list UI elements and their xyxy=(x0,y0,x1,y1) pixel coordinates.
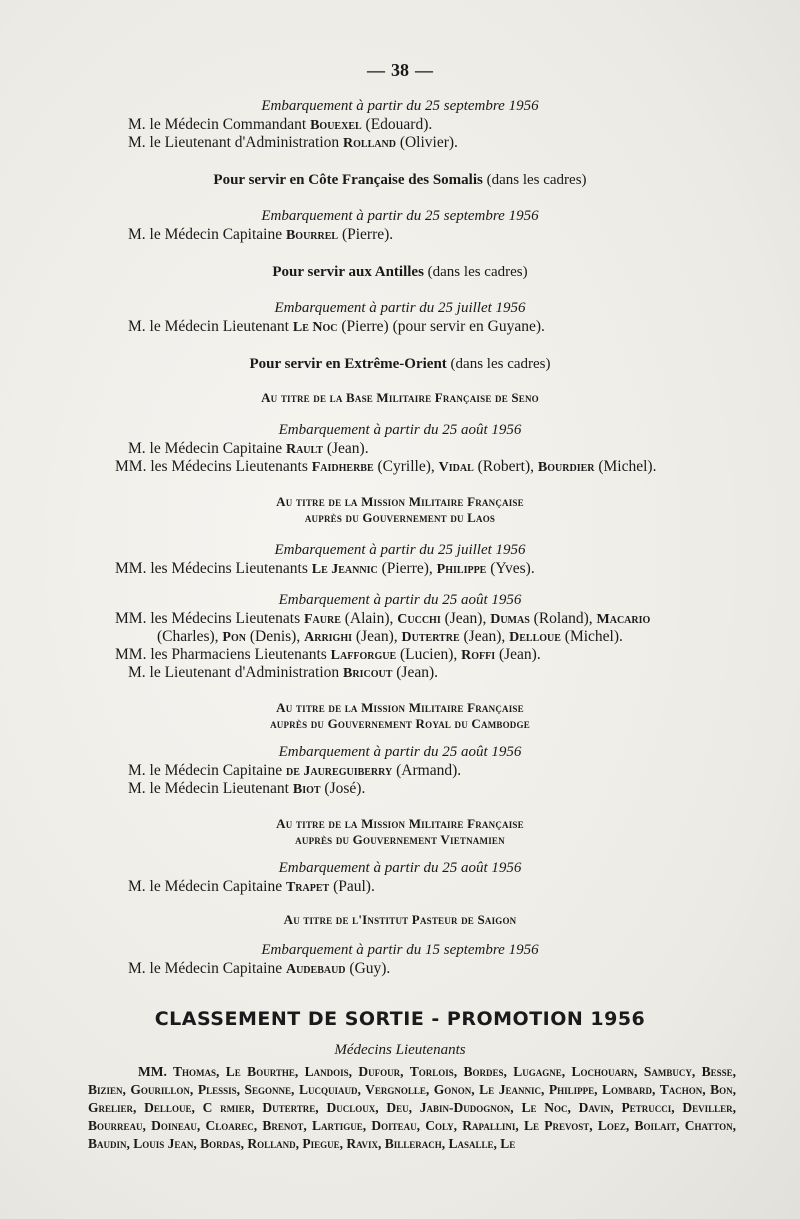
subsection-heading: Au titre de la Mission Militaire Française xyxy=(276,700,524,715)
entry-line: M. le Médecin Capitaine Trapet (Paul). xyxy=(128,878,375,895)
entry-line: MM. les Médecins Lieutenats Faure (Alain), Cucchi (Jean), Dumas (Roland), Macario xyxy=(115,610,651,627)
classement-subtitle: Médecins Lieutenants xyxy=(334,1042,466,1058)
embarkation-date: Embarquement à partir du 25 août 1956 xyxy=(278,422,522,438)
entry-line: MM. les Médecins Lieutenants Le Jeannic (Pierre), Philippe (Yves). xyxy=(115,560,535,577)
entry-line: (Charles), Pon (Denis), Arrighi (Jean), Dutertre (Jean), Delloue (Michel). xyxy=(157,628,623,645)
entry-line: M. le Médecin Capitaine de Jaureguiberry (Armand). xyxy=(128,762,462,779)
entry-line: M. le Médecin Commandant Bouexel (Edouard). xyxy=(128,116,433,133)
section-heading-somalis: Pour servir en Côte Française des Somalis (dans les cadres) xyxy=(213,172,587,188)
subsection-heading: Au titre de l'Institut Pasteur de Saigon xyxy=(283,912,517,927)
embarkation-date: Embarquement à partir du 25 juillet 1956 xyxy=(274,300,526,316)
subsection-heading: auprès du Gouvernement Vietnamien xyxy=(295,832,505,847)
entry-line: M. le Médecin Lieutenant Le Noc (Pierre) (pour servir en Guyane). xyxy=(128,318,545,335)
section-heading-extreme-orient: Pour servir en Extrême-Orient (dans les cadres) xyxy=(249,356,551,372)
entry-line: M. le Médecin Capitaine Bourrel (Pierre). xyxy=(128,226,394,243)
classement-list: MM. Thomas, Le Bourthe, Landois, Dufour, Torlois, Bordes, Lugagne, Lochouarn, Sambucy, Besse, Bizien, Gourillon, Plessis, Segonne, Lucquiaud, Vergnolle, Gonon, Le Jeannic, Philippe, Lombard, Tachon, Bon, Grelier, Delloue, C rmier, Dutertre, Ducloux, Deu, Jabin-Dudognon, Le Noc, Davin, Petrucci, Deviller, Bourreau, Doineau, Cloarec, Brenot, Lartigue, Doiteau, Coly, Rapallini, Le Prevost, Loez, Boilait, Chatton, Baudin, Louis Jean, Bordas, Rolland, Piegue, Ravix, Billerach, Lasalle, Le xyxy=(88,1064,736,1151)
embarkation-date: Embarquement à partir du 25 septembre 1956 xyxy=(261,98,539,114)
embarkation-date: Embarquement à partir du 25 août 1956 xyxy=(278,592,522,608)
section-heading-antilles: Pour servir aux Antilles (dans les cadres) xyxy=(272,264,528,280)
subsection-heading: Au titre de la Mission Militaire Française xyxy=(276,816,524,831)
embarkation-date: Embarquement à partir du 15 septembre 1956 xyxy=(261,942,539,958)
document-content xyxy=(0,96,800,1153)
subsection-heading: auprès du Gouvernement Royal du Cambodge xyxy=(270,716,530,731)
entry-line: M. le Médecin Capitaine Rault (Jean). xyxy=(128,440,369,457)
entry-line: MM. les Pharmaciens Lieutenants Lafforgue (Lucien), Roffi (Jean). xyxy=(115,646,541,663)
subsection-heading: auprès du Gouvernement du Laos xyxy=(304,510,496,525)
embarkation-date: Embarquement à partir du 25 août 1956 xyxy=(278,744,522,760)
embarkation-date: Embarquement à partir du 25 juillet 1956 xyxy=(274,542,526,558)
page-number: — 38 — xyxy=(367,60,433,80)
embarkation-date: Embarquement à partir du 25 septembre 1956 xyxy=(261,208,539,224)
embarkation-date: Embarquement à partir du 25 août 1956 xyxy=(278,860,522,876)
classement-title: CLASSEMENT DE SORTIE - PROMOTION 1956 xyxy=(154,1008,646,1030)
entry-line: M. le Lieutenant d'Administration Rolland (Olivier). xyxy=(128,134,458,151)
entry-line: MM. les Médecins Lieutenants Faidherbe (Cyrille), Vidal (Robert), Bourdier (Michel). xyxy=(115,458,657,475)
subsection-heading: Au titre de la Mission Militaire Française xyxy=(276,494,524,509)
entry-line: M. le Médecin Capitaine Audebaud (Guy). xyxy=(128,960,391,977)
entry-line: M. le Lieutenant d'Administration Bricout (Jean). xyxy=(128,664,438,681)
entry-line: M. le Médecin Lieutenant Biot (José). xyxy=(128,780,366,797)
subsection-heading: Au titre de la Base Militaire Française de Seno xyxy=(261,390,539,405)
